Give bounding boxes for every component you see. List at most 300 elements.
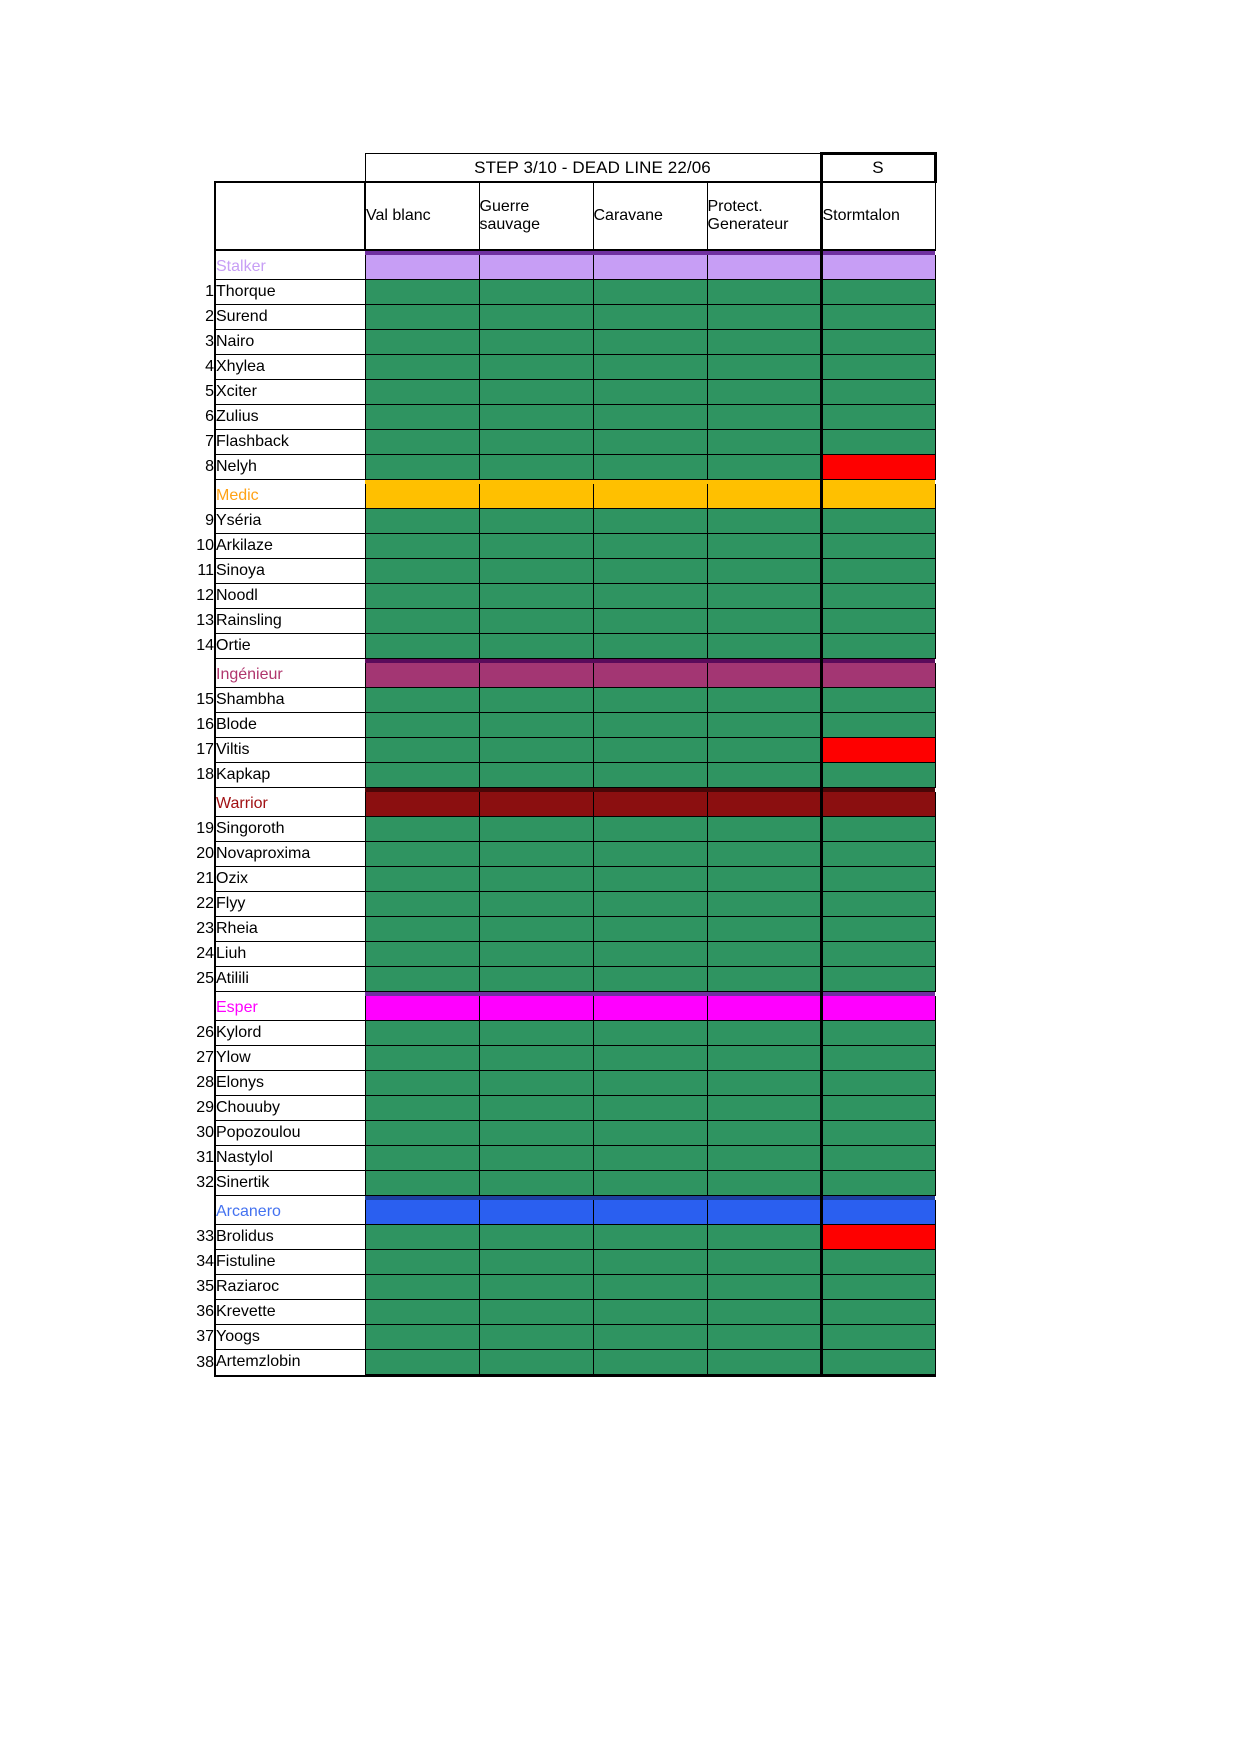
status-cell-green: [707, 634, 821, 659]
status-cell-green: [821, 380, 935, 405]
table-row: [186, 867, 935, 892]
column-header-row: [186, 182, 935, 250]
status-cell-green: [707, 892, 821, 917]
row-number: 20: [186, 842, 215, 867]
class-band-cell: [821, 792, 935, 817]
status-cell-green: [593, 1096, 707, 1121]
status-cell-green: [479, 330, 593, 355]
table-row: [186, 280, 935, 305]
table-row: [186, 1350, 935, 1376]
status-cell-green: [365, 1250, 479, 1275]
player-name: Brolidus: [215, 1225, 365, 1250]
table-row: [186, 1171, 935, 1196]
status-cell-green: [821, 1146, 935, 1171]
status-cell-green: [479, 609, 593, 634]
player-name: Nairo: [215, 330, 365, 355]
status-cell-green: [479, 867, 593, 892]
row-number: 10: [186, 534, 215, 559]
status-cell-green: [593, 1275, 707, 1300]
status-cell-green: [821, 1046, 935, 1071]
status-cell-green: [593, 584, 707, 609]
table-row: [186, 405, 935, 430]
status-cell-green: [479, 559, 593, 584]
row-number: 38: [186, 1350, 215, 1376]
status-cell-green: [707, 867, 821, 892]
status-cell-green: [365, 1171, 479, 1196]
status-cell-green: [593, 713, 707, 738]
player-name: Kylord: [215, 1021, 365, 1046]
status-cell-green: [593, 305, 707, 330]
row-number: 15: [186, 688, 215, 713]
status-cell-green: [479, 942, 593, 967]
class-band-cell: [593, 255, 707, 280]
table-row: [186, 1146, 935, 1171]
class-band-cell: [821, 1200, 935, 1225]
row-number: 12: [186, 584, 215, 609]
class-header-row: [186, 663, 935, 688]
status-cell-green: [365, 867, 479, 892]
player-name: Atilili: [215, 967, 365, 992]
status-cell-green: [479, 1146, 593, 1171]
status-cell-green: [479, 455, 593, 480]
status-cell-green: [593, 455, 707, 480]
player-name: Flashback: [215, 430, 365, 455]
table-row: [186, 1021, 935, 1046]
table-row: [186, 1250, 935, 1275]
status-cell-green: [821, 559, 935, 584]
status-cell-green: [821, 534, 935, 559]
table-row: [186, 584, 935, 609]
status-cell-green: [479, 1046, 593, 1071]
table-row: [186, 380, 935, 405]
table-row: [186, 688, 935, 713]
row-number: 2: [186, 305, 215, 330]
status-cell-green: [365, 917, 479, 942]
status-cell-green: [593, 355, 707, 380]
status-cell-green: [365, 380, 479, 405]
class-band-cell: [821, 996, 935, 1021]
status-cell-green: [479, 534, 593, 559]
status-cell-green: [821, 330, 935, 355]
table-row: [186, 330, 935, 355]
player-name: Flyy: [215, 892, 365, 917]
player-name: Thorque: [215, 280, 365, 305]
status-cell-green: [593, 1225, 707, 1250]
table-row: [186, 842, 935, 867]
status-cell-green: [593, 867, 707, 892]
class-band-cell: [479, 792, 593, 817]
class-band-cell: [707, 255, 821, 280]
row-number: 16: [186, 713, 215, 738]
status-cell-green: [707, 330, 821, 355]
row-number: 18: [186, 763, 215, 788]
status-cell-green: [479, 842, 593, 867]
row-number: 23: [186, 917, 215, 942]
status-cell-green: [365, 1300, 479, 1325]
column-header-1: [365, 182, 479, 250]
status-cell-green: [707, 1325, 821, 1350]
column-header-4: [707, 182, 821, 250]
status-cell-green: [479, 1096, 593, 1121]
status-cell-green: [593, 280, 707, 305]
status-cell-green: [593, 892, 707, 917]
status-cell-green: [365, 330, 479, 355]
status-cell-green: [707, 1146, 821, 1171]
status-cell-green: [707, 584, 821, 609]
row-number: 21: [186, 867, 215, 892]
row-number: 28: [186, 1071, 215, 1096]
status-cell-green: [707, 509, 821, 534]
status-cell-green: [479, 405, 593, 430]
row-number: 34: [186, 1250, 215, 1275]
status-cell-green: [479, 967, 593, 992]
status-cell-green: [593, 1121, 707, 1146]
status-cell-green: [365, 634, 479, 659]
status-cell-green: [821, 892, 935, 917]
row-number: 37: [186, 1325, 215, 1350]
status-cell-green: [479, 1350, 593, 1376]
player-name: Nastylol: [215, 1146, 365, 1171]
player-name: Surend: [215, 305, 365, 330]
player-name: Novaproxima: [215, 842, 365, 867]
row-number: 24: [186, 942, 215, 967]
status-cell-green: [365, 713, 479, 738]
status-cell-green: [707, 1350, 821, 1376]
status-cell-green: [707, 842, 821, 867]
roster-table: [186, 152, 937, 1377]
player-name: Elonys: [215, 1071, 365, 1096]
status-cell-green: [365, 1021, 479, 1046]
class-header-row: [186, 792, 935, 817]
status-cell-green: [479, 305, 593, 330]
status-cell-green: [707, 534, 821, 559]
status-cell-green: [707, 917, 821, 942]
status-cell-green: [707, 967, 821, 992]
status-cell-green: [707, 1225, 821, 1250]
status-cell-green: [479, 1325, 593, 1350]
player-name: Shambha: [215, 688, 365, 713]
row-number: 14: [186, 634, 215, 659]
player-name: Nelyh: [215, 455, 365, 480]
status-cell-green: [593, 405, 707, 430]
status-cell-red: [821, 1225, 935, 1250]
class-band-cell: [707, 1200, 821, 1225]
status-cell-green: [707, 280, 821, 305]
table-row: [186, 942, 935, 967]
status-cell-green: [821, 763, 935, 788]
status-cell-green: [821, 1071, 935, 1096]
status-cell-green: [821, 967, 935, 992]
status-cell-green: [821, 305, 935, 330]
status-cell-green: [707, 1071, 821, 1096]
column-header-line: Generateur: [707, 216, 789, 233]
table-row: [186, 817, 935, 842]
column-header-3: [593, 182, 707, 250]
table-row: [186, 738, 935, 763]
status-cell-green: [479, 1300, 593, 1325]
player-name: Arkilaze: [215, 534, 365, 559]
status-cell-green: [707, 1275, 821, 1300]
class-band-cell: [821, 255, 935, 280]
status-cell-green: [479, 1071, 593, 1096]
status-cell-green: [593, 430, 707, 455]
row-number: 31: [186, 1146, 215, 1171]
column-header-line: sauvage: [479, 216, 540, 233]
status-cell-green: [707, 738, 821, 763]
status-cell-green: [365, 584, 479, 609]
status-cell-green: [821, 1121, 935, 1146]
class-band-cell: [479, 1200, 593, 1225]
status-cell-green: [821, 842, 935, 867]
status-cell-green: [593, 1071, 707, 1096]
table-row: [186, 1300, 935, 1325]
status-cell-green: [365, 509, 479, 534]
player-name: Fistuline: [215, 1250, 365, 1275]
status-cell-green: [821, 713, 935, 738]
status-cell-green: [365, 455, 479, 480]
status-cell-green: [365, 1146, 479, 1171]
status-cell-green: [593, 738, 707, 763]
player-name: Viltis: [215, 738, 365, 763]
status-cell-green: [707, 305, 821, 330]
table-row: [186, 713, 935, 738]
table-row: [186, 455, 935, 480]
status-cell-green: [593, 1021, 707, 1046]
table-row: [186, 355, 935, 380]
column-header-line: Val blanc: [366, 207, 431, 225]
class-band-cell: [593, 996, 707, 1021]
class-band-cell: [821, 663, 935, 688]
table-row: [186, 1225, 935, 1250]
status-cell-green: [479, 355, 593, 380]
status-cell-green: [821, 1250, 935, 1275]
status-cell-green: [365, 534, 479, 559]
table-row: [186, 1071, 935, 1096]
player-name: Artemzlobin: [215, 1350, 365, 1376]
status-cell-green: [821, 1325, 935, 1350]
status-cell-green: [707, 455, 821, 480]
status-cell-red: [821, 455, 935, 480]
table-row: [186, 763, 935, 788]
step-title: STEP 3/10 - DEAD LINE 22/06: [365, 154, 821, 183]
status-cell-green: [365, 609, 479, 634]
status-cell-green: [479, 1275, 593, 1300]
status-cell-green: [821, 1300, 935, 1325]
status-cell-green: [707, 1046, 821, 1071]
status-cell-green: [593, 1325, 707, 1350]
player-name: Singoroth: [215, 817, 365, 842]
row-number: 33: [186, 1225, 215, 1250]
status-cell-green: [821, 280, 935, 305]
status-cell-green: [821, 1171, 935, 1196]
class-band-cell: [593, 1200, 707, 1225]
status-cell-green: [365, 892, 479, 917]
class-header-row: [186, 996, 935, 1021]
class-label-ingénieur: Ingénieur: [215, 663, 365, 688]
column-header-line: Protect.: [707, 198, 763, 216]
row-number: 11: [186, 559, 215, 584]
status-cell-green: [365, 1046, 479, 1071]
status-cell-green: [707, 1300, 821, 1325]
status-cell-green: [365, 967, 479, 992]
status-cell-green: [365, 842, 479, 867]
column-header-line: Guerre: [479, 198, 530, 216]
class-band-cell: [707, 484, 821, 509]
status-cell-green: [593, 1171, 707, 1196]
status-cell-green: [593, 688, 707, 713]
player-name: Noodl: [215, 584, 365, 609]
status-cell-green: [479, 380, 593, 405]
row-number: 6: [186, 405, 215, 430]
table-row: [186, 534, 935, 559]
status-cell-green: [821, 430, 935, 455]
status-cell-green: [593, 1046, 707, 1071]
row-number: 5: [186, 380, 215, 405]
status-cell-green: [479, 688, 593, 713]
status-cell-green: [365, 1071, 479, 1096]
status-cell-green: [365, 1225, 479, 1250]
table-row: [186, 917, 935, 942]
class-band-cell: [365, 255, 479, 280]
status-cell-green: [593, 634, 707, 659]
status-cell-green: [479, 509, 593, 534]
status-cell-green: [365, 1121, 479, 1146]
status-cell-green: [365, 1096, 479, 1121]
table-row: [186, 634, 935, 659]
status-cell-green: [365, 1275, 479, 1300]
status-cell-green: [593, 559, 707, 584]
table-row: [186, 509, 935, 534]
class-band-cell: [365, 1200, 479, 1225]
status-cell-green: [821, 1275, 935, 1300]
status-cell-green: [707, 1021, 821, 1046]
table-row: [186, 430, 935, 455]
class-label-medic: Medic: [215, 484, 365, 509]
status-cell-green: [365, 355, 479, 380]
player-name: Raziaroc: [215, 1275, 365, 1300]
status-cell-green: [707, 405, 821, 430]
status-cell-green: [707, 609, 821, 634]
title-row: [186, 154, 935, 183]
status-cell-green: [821, 509, 935, 534]
status-cell-green: [365, 280, 479, 305]
status-cell-green: [593, 763, 707, 788]
row-number: 25: [186, 967, 215, 992]
status-cell-green: [593, 1300, 707, 1325]
row-number: 36: [186, 1300, 215, 1325]
status-cell-green: [365, 305, 479, 330]
column-header-line: Stormtalon: [822, 207, 900, 225]
status-cell-green: [821, 817, 935, 842]
status-cell-green: [821, 1096, 935, 1121]
row-number: 19: [186, 817, 215, 842]
player-name: Xciter: [215, 380, 365, 405]
player-name: Yoogs: [215, 1325, 365, 1350]
status-cell-green: [821, 609, 935, 634]
table-row: [186, 1096, 935, 1121]
status-cell-green: [479, 1250, 593, 1275]
status-cell-green: [821, 1021, 935, 1046]
row-number: 1: [186, 280, 215, 305]
status-cell-red: [821, 738, 935, 763]
player-name: Sinoya: [215, 559, 365, 584]
class-band-cell: [365, 996, 479, 1021]
status-cell-green: [479, 892, 593, 917]
class-band-cell: [593, 484, 707, 509]
row-number: 30: [186, 1121, 215, 1146]
table-row: [186, 1121, 935, 1146]
status-cell-green: [593, 509, 707, 534]
status-cell-green: [707, 1171, 821, 1196]
status-cell-green: [593, 817, 707, 842]
player-name: Ylow: [215, 1046, 365, 1071]
player-name: Kapkap: [215, 763, 365, 788]
class-band-cell: [707, 792, 821, 817]
table-row: [186, 305, 935, 330]
status-cell-green: [821, 942, 935, 967]
class-label-arcanero: Arcanero: [215, 1200, 365, 1225]
status-cell-green: [707, 430, 821, 455]
status-cell-green: [707, 763, 821, 788]
status-cell-green: [593, 967, 707, 992]
status-cell-green: [479, 917, 593, 942]
class-band-cell: [479, 255, 593, 280]
status-cell-green: [365, 1350, 479, 1376]
row-number: 32: [186, 1171, 215, 1196]
status-cell-green: [479, 430, 593, 455]
class-band-cell: [365, 792, 479, 817]
status-cell-green: [821, 355, 935, 380]
status-cell-green: [821, 688, 935, 713]
status-cell-green: [707, 559, 821, 584]
status-cell-green: [707, 713, 821, 738]
status-cell-green: [707, 1121, 821, 1146]
class-header-row: [186, 1200, 935, 1225]
status-cell-green: [593, 330, 707, 355]
player-name: Sinertik: [215, 1171, 365, 1196]
status-cell-green: [593, 609, 707, 634]
status-cell-green: [365, 559, 479, 584]
class-band-cell: [707, 663, 821, 688]
status-cell-green: [593, 534, 707, 559]
raid-roster-spreadsheet: [186, 152, 937, 1377]
class-band-cell: [365, 484, 479, 509]
player-name: Liuh: [215, 942, 365, 967]
status-cell-green: [593, 942, 707, 967]
player-name: Popozoulou: [215, 1121, 365, 1146]
status-cell-green: [479, 280, 593, 305]
row-number: 13: [186, 609, 215, 634]
status-cell-green: [365, 430, 479, 455]
status-cell-green: [479, 738, 593, 763]
status-cell-green: [479, 713, 593, 738]
table-row: [186, 559, 935, 584]
class-band-cell: [593, 663, 707, 688]
player-name: Ozix: [215, 867, 365, 892]
status-cell-green: [365, 763, 479, 788]
row-number: 35: [186, 1275, 215, 1300]
player-name: Krevette: [215, 1300, 365, 1325]
column-header-line: Caravane: [593, 207, 663, 225]
player-name: Blode: [215, 713, 365, 738]
row-number: 22: [186, 892, 215, 917]
table-row: [186, 1275, 935, 1300]
status-cell-green: [593, 917, 707, 942]
class-band-cell: [707, 996, 821, 1021]
step-title-next: S: [821, 154, 935, 183]
status-cell-green: [479, 1225, 593, 1250]
status-cell-green: [365, 942, 479, 967]
